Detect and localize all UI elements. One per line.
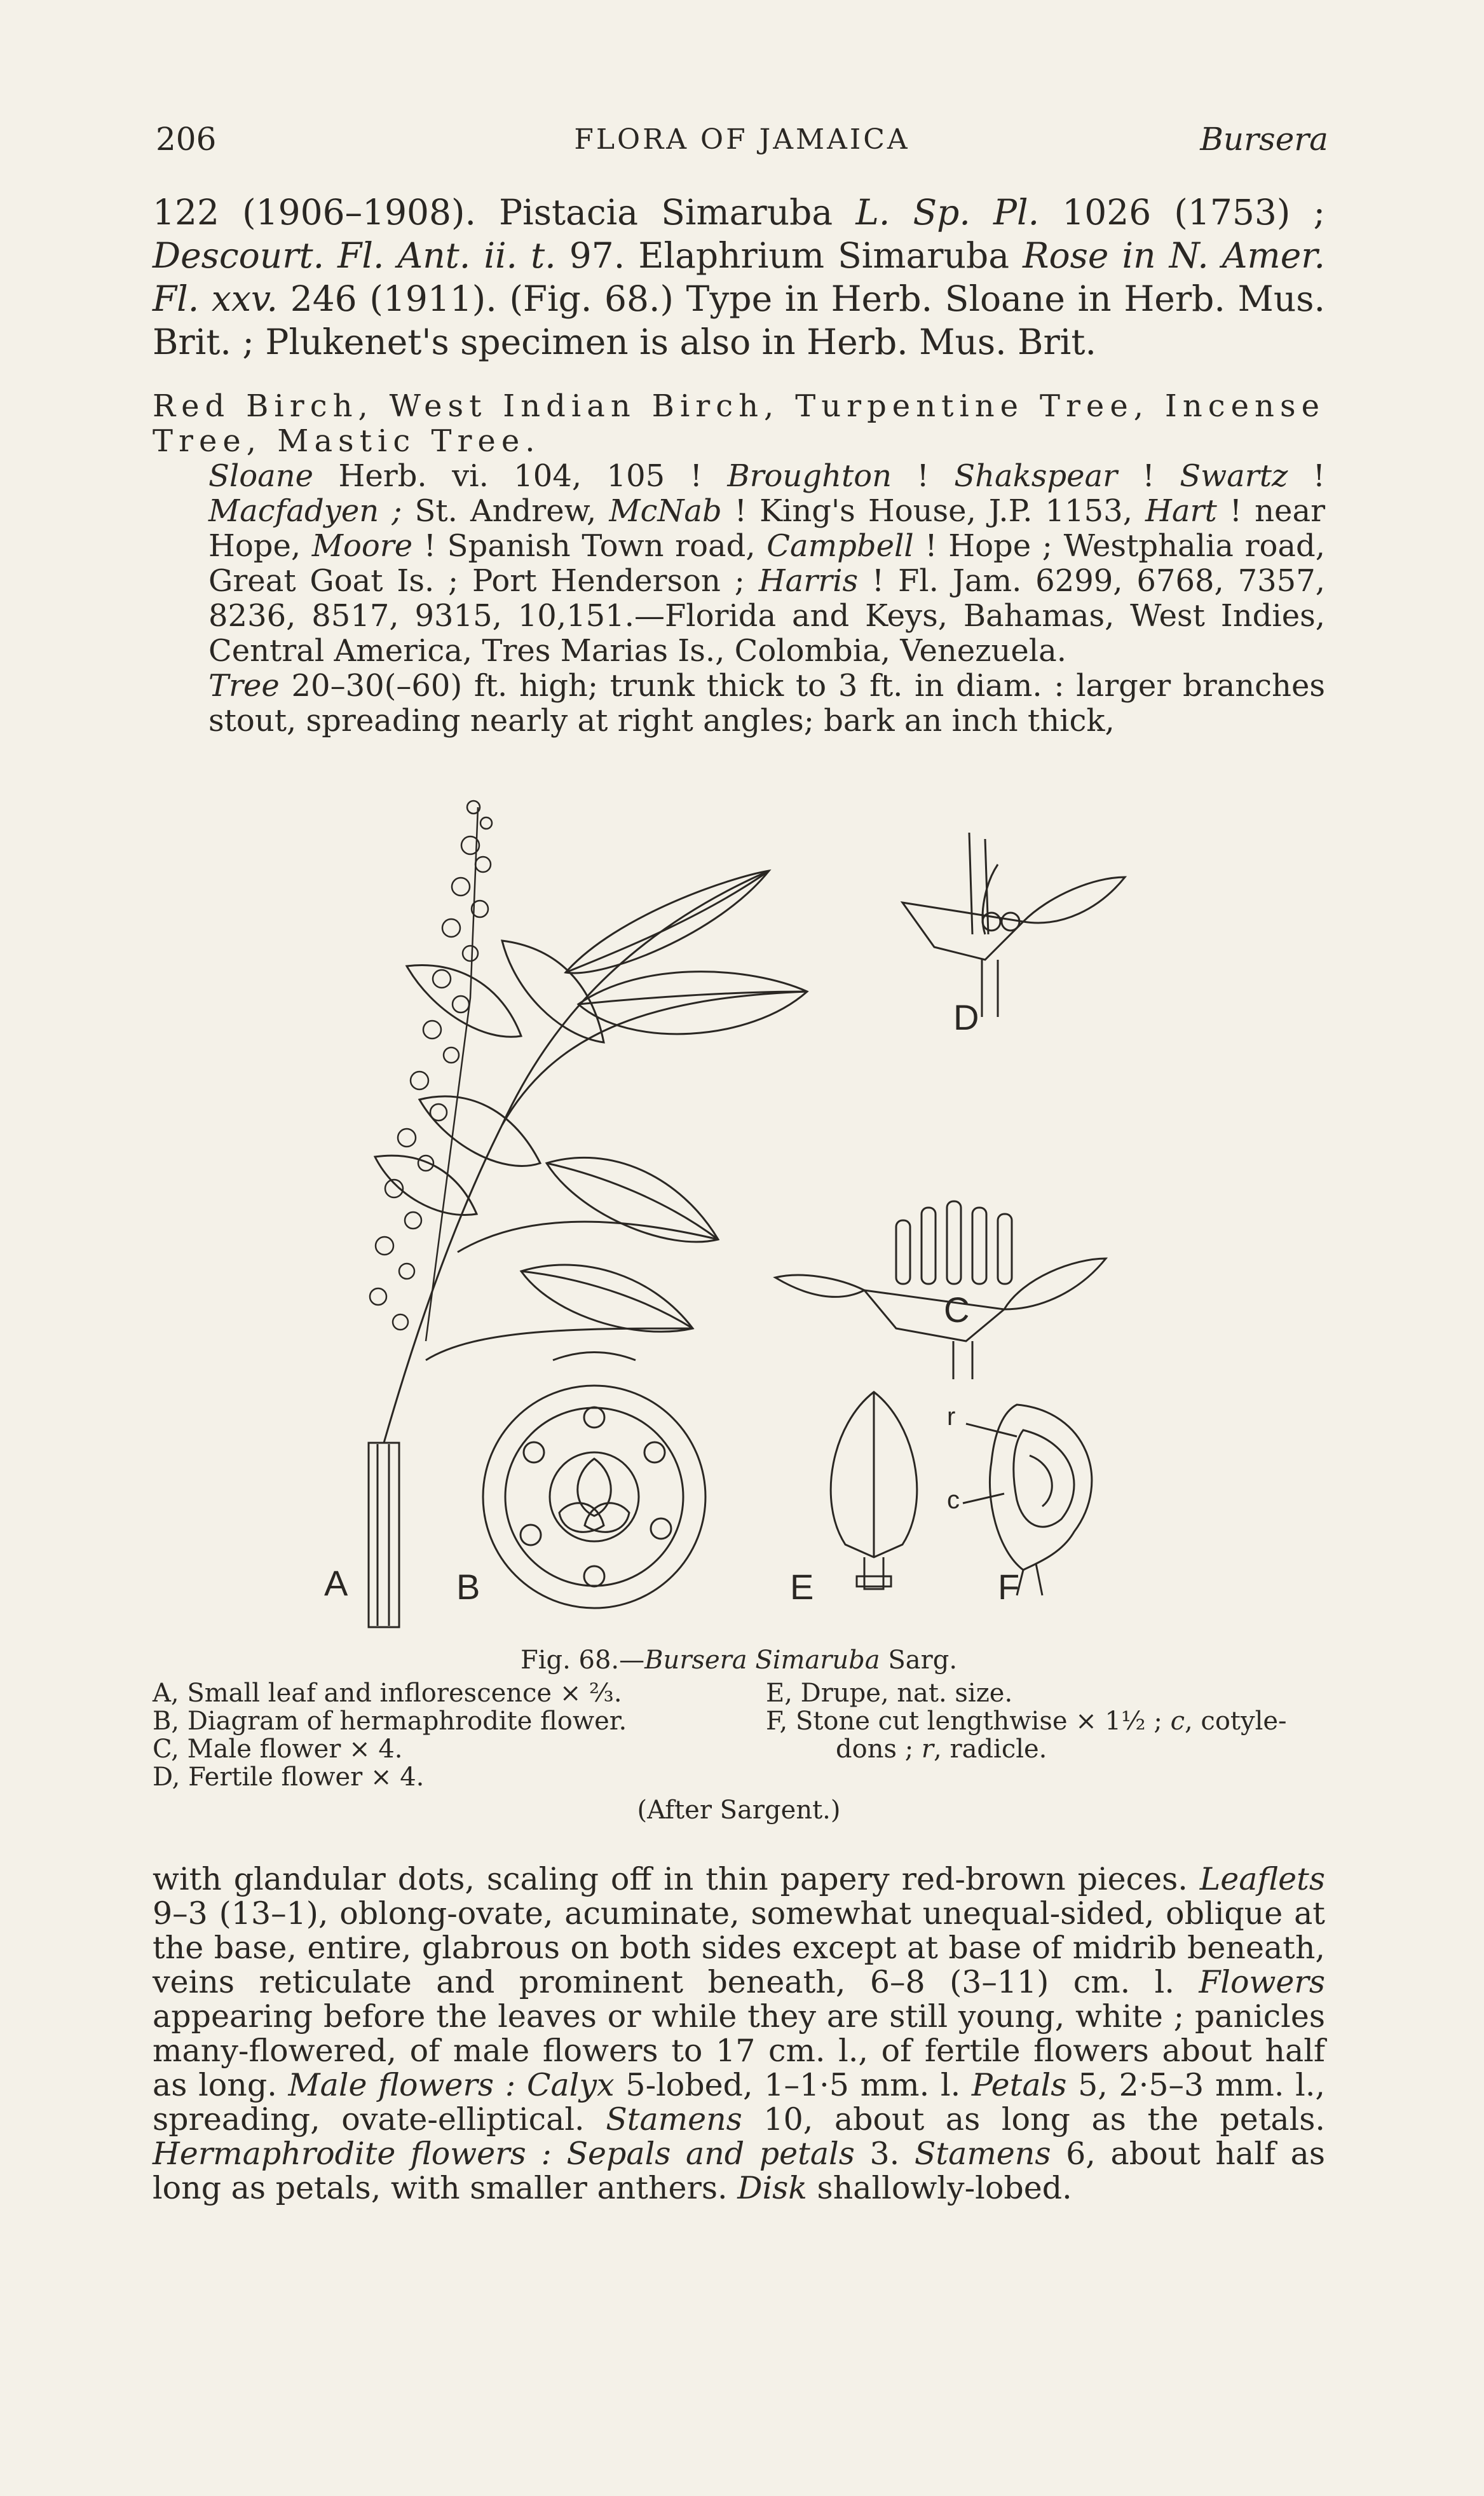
figure-label-e: E	[790, 1567, 814, 1607]
text-run: Shakspear	[954, 458, 1118, 494]
caption-source: (After Sargent.)	[637, 1796, 841, 1825]
text-run: c	[1170, 1707, 1185, 1736]
legend-item-f-continued	[766, 1735, 1325, 1763]
text-run: Moore	[311, 528, 413, 564]
text-run: r	[921, 1735, 934, 1764]
collectors-list	[153, 459, 1325, 669]
running-header	[156, 121, 1328, 165]
legend-item-f	[766, 1707, 1325, 1735]
caption-legend-left	[153, 1679, 788, 1791]
description-paragraph	[153, 1862, 1325, 2206]
specimens-paragraph	[153, 389, 1325, 739]
figure-label-cotyledons: c	[947, 1486, 960, 1514]
text-run: Stamens	[914, 2136, 1051, 2172]
figure-label-f: F	[998, 1567, 1020, 1607]
text-run: F, Stone cut lengthwise × 1½ ;	[766, 1707, 1171, 1736]
running-title: FLORA OF JAMAICA	[574, 123, 910, 156]
leaf-and-inflorescence-drawing	[369, 801, 807, 1627]
text-run: Fig. 68.—	[520, 1646, 645, 1675]
text-run: Male flowers : Calyx	[288, 2067, 615, 2103]
common-names: Red Birch, West Indian Birch, Turpentine Tree, Incense Tree, Mastic Tree.	[153, 388, 1325, 459]
text-run: Tree	[208, 668, 280, 704]
text-run: 122 (1906–1908). Pistacia Simaruba	[153, 192, 856, 233]
text-run: St. Andrew,	[402, 493, 609, 529]
drupe-drawing	[831, 1392, 917, 1589]
figure-label-a: A	[324, 1563, 348, 1603]
text-run: !	[892, 458, 955, 494]
legend-item-e: E, Drupe, nat. size.	[766, 1679, 1013, 1708]
stone-section-drawing	[963, 1405, 1092, 1595]
text-run: Macfadyen ;	[208, 493, 402, 529]
text-run: 5-lobed, 1–1·5 mm. l.	[614, 2067, 972, 2103]
caption-legend-right	[766, 1679, 1325, 1763]
figure-label-c: C	[944, 1290, 970, 1330]
text-run: Swartz	[1180, 458, 1288, 494]
text-run: !	[1117, 458, 1180, 494]
text-run: ! near Hope,	[208, 493, 1326, 564]
text-run: 246 (1911). (Fig. 68.) Type in Herb. Sloane in Herb. Mus. Brit. ; Plukenet's specimen is also in Herb. Mus. Brit.	[153, 278, 1325, 362]
text-run: Bursera Simaruba	[644, 1646, 880, 1675]
text-run: ! King's House, J.P. 1153,	[721, 493, 1146, 529]
text-run: , cotyle-	[1185, 1707, 1287, 1736]
text-run: 97. Elaphrium Simaruba	[555, 235, 1023, 276]
text-run: Broughton	[727, 458, 892, 494]
text-run: 20–30(–60) ft. high; trunk thick to 3 ft. in diam. : larger branches stout, spreading nearly at right angles; bark an inch thick,	[208, 668, 1325, 739]
text-run: ! Spanish Town road,	[412, 528, 767, 564]
text-run: L. Sp. Pl.	[855, 192, 1040, 233]
text-run: Flowers	[1199, 1964, 1325, 2000]
text-run: Campbell	[766, 528, 914, 564]
text-run: Rose in N. Amer. Fl. xxv.	[153, 235, 1325, 319]
text-run: McNab	[609, 493, 722, 529]
figure-label-d: D	[953, 997, 979, 1037]
text-run: 1026 (1753) ;	[1039, 192, 1325, 233]
text-run: with glandular dots, scaling off in thin papery red-brown pieces.	[153, 1861, 1200, 1897]
page-number: 206	[156, 121, 217, 158]
figure-caption	[153, 1646, 1325, 1824]
legend-item-a: A, Small leaf and inflorescence × ⅔.	[153, 1679, 622, 1708]
text-run: Disk	[737, 2170, 807, 2206]
synonymy-paragraph	[153, 191, 1325, 364]
text-run: 10, about as long as the petals.	[742, 2101, 1326, 2138]
text-run: 9–3 (13–1), oblong-ovate, acuminate, somewhat unequal-sided, oblique at the base, entire, glabrous on both sides except at base of midrib beneath, veins reticulate and prominent beneath, 6–8 (3–11) cm. l.	[153, 1895, 1325, 2000]
legend-item-b: B, Diagram of hermaphrodite flower.	[153, 1707, 627, 1736]
text-run: shallowly-lobed.	[807, 2170, 1072, 2206]
male-flower-drawing	[775, 1201, 1106, 1379]
text-run: Descourt. Fl. Ant. ii. t.	[153, 235, 556, 276]
text-run: !	[1288, 458, 1326, 494]
caption-legend	[153, 1679, 1325, 1794]
text-run: Stamens	[606, 2101, 742, 2138]
floral-diagram-drawing	[483, 1353, 705, 1609]
text-run: Hart	[1145, 493, 1217, 529]
text-run: dons ;	[836, 1735, 922, 1764]
text-run: Sarg.	[880, 1646, 958, 1675]
botanical-illustration	[311, 769, 1188, 1633]
text-run: 6, about half as long as petals, with smaller anthers.	[153, 2136, 1325, 2206]
caption-title	[153, 1646, 1325, 1674]
legend-item-c: C, Male flower × 4.	[153, 1735, 403, 1764]
figure-label-b: B	[456, 1567, 480, 1607]
text-run: appearing before the leaves or while they are still young, white ; panicles many-flowered, of male flowers to 17 cm. l., of fertile flowers about half as long.	[153, 1998, 1325, 2103]
figure-label-radicle: r	[947, 1403, 956, 1431]
fertile-flower-drawing	[902, 833, 1125, 1017]
text-run: Sloane	[208, 458, 314, 494]
text-run: , radicle.	[934, 1735, 1047, 1764]
text-run: ! Hope ; Westphalia road, Great Goat Is. ; Port Henderson ;	[208, 528, 1326, 599]
tree-description	[153, 669, 1325, 739]
text-run: Herb. vi. 104, 105 !	[313, 458, 728, 494]
text-run: Petals	[971, 2067, 1067, 2103]
text-run: ! Fl. Jam. 6299, 6768, 7357, 8236, 8517, 9315, 10,151.—Florida and Keys, Bahamas, West Indies, Central America, Tres Marias Is., Colombia, Venezuela.	[208, 563, 1326, 669]
figure-drawing	[311, 769, 1188, 1633]
text-run: Harris	[758, 563, 859, 599]
text-run: Hermaphrodite flowers : Sepals and petals	[153, 2136, 855, 2172]
text-run: 5, 2·5–3 mm. l., spreading, ovate-elliptical.	[153, 2067, 1325, 2138]
text-run: 3.	[854, 2136, 915, 2172]
legend-item-d: D, Fertile flower × 4.	[153, 1763, 425, 1792]
running-genus: Bursera	[1200, 121, 1328, 158]
text-run: Leaflets	[1199, 1861, 1325, 1897]
